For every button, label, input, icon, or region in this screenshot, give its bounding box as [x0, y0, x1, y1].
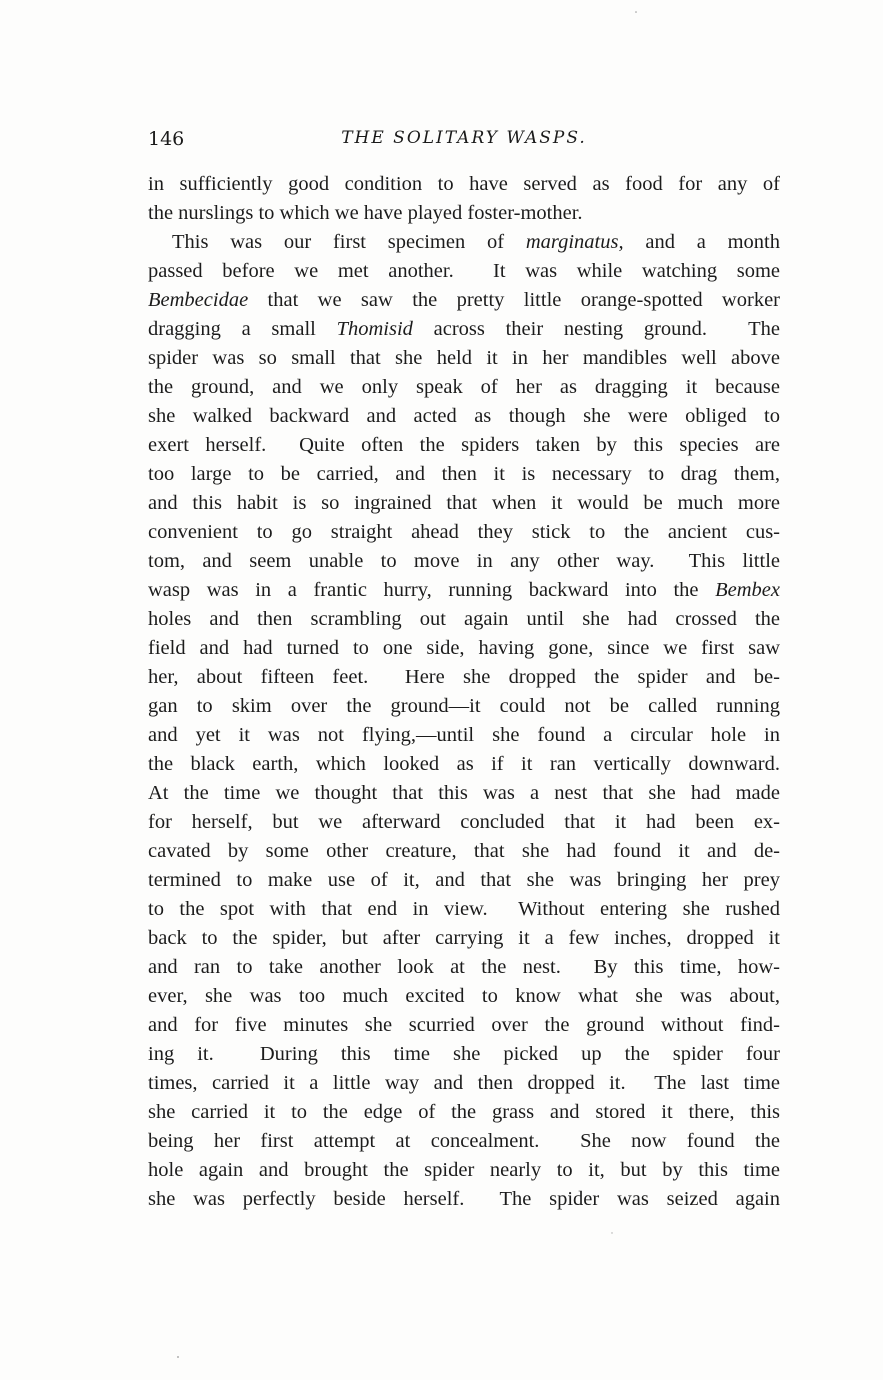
text-line	[148, 837, 780, 866]
text-line	[148, 1040, 780, 1069]
text-line	[148, 605, 780, 634]
text-segment: holes and then scrambling out again until she had crossed the	[148, 608, 780, 630]
text-line	[148, 547, 780, 576]
text-line	[148, 489, 780, 518]
text-segment: back to the spider, but after carrying it a few inches, dropped it	[148, 927, 780, 949]
text-line	[148, 286, 780, 315]
text-line	[148, 1011, 780, 1040]
page-header	[148, 128, 780, 154]
text-segment: hole again and brought the spider nearly to it, but by this time	[148, 1159, 780, 1181]
text-segment: At the time we thought that this was a nest that she had made	[148, 782, 780, 804]
italic-text: Thomisid	[336, 318, 413, 340]
text-line	[148, 924, 780, 953]
text-segment: gan to skim over the ground—it could not be called running	[148, 695, 780, 717]
text-segment: termined to make use of it, and that she was bringing her prey	[148, 869, 780, 891]
text-line	[148, 866, 780, 895]
text-segment: and for five minutes she scurried over the ground without find-	[148, 1014, 780, 1036]
text-line	[148, 1156, 780, 1185]
text-segment: she carried it to the edge of the grass and stored it there, this	[148, 1101, 780, 1123]
text-segment: across their nesting ground. The	[412, 318, 780, 340]
running-title: THE SOLITARY WASPS.	[341, 128, 587, 148]
text-segment: ever, she was too much excited to know what she was about,	[148, 985, 780, 1007]
text-segment: the nurslings to which we have played foster-mother.	[148, 202, 583, 224]
text-line	[148, 1098, 780, 1127]
text-segment: times, carried it a little way and then dropped it. The last time	[148, 1072, 780, 1094]
text-line	[148, 315, 780, 344]
text-segment: wasp was in a frantic hurry, running backward into the	[148, 579, 716, 601]
text-line	[148, 721, 780, 750]
text-line	[148, 402, 780, 431]
text-segment: and ran to take another look at the nest. By this time, how-	[148, 956, 780, 978]
body-text	[148, 170, 780, 1214]
text-line	[148, 344, 780, 373]
text-segment: being her first attempt at concealment. She now found the	[148, 1130, 780, 1152]
text-segment: cavated by some other creature, that she had found it and de-	[148, 840, 780, 862]
text-segment: the ground, and we only speak of her as dragging it because	[148, 376, 780, 398]
text-line	[148, 431, 780, 460]
text-segment: tom, and seem unable to move in any other way. This little	[148, 550, 780, 572]
text-line	[148, 895, 780, 924]
italic-text: marginatus,	[525, 231, 624, 253]
text-line	[148, 808, 780, 837]
text-segment: dragging a small	[148, 318, 337, 340]
text-segment: in sufficiently good condition to have served as food for any of	[148, 173, 780, 195]
text-segment: exert herself. Quite often the spiders taken by this species are	[148, 434, 780, 456]
text-line	[148, 953, 780, 982]
text-line	[148, 1069, 780, 1098]
italic-text: Bembecidae	[148, 289, 249, 311]
text-segment: she walked backward and acted as though she were obliged to	[148, 405, 780, 427]
text-line	[148, 199, 780, 228]
text-segment: too large to be carried, and then it is necessary to drag them,	[148, 463, 780, 485]
text-line	[148, 518, 780, 547]
text-segment: she was perfectly beside herself. The spider was seized again	[148, 1188, 780, 1210]
text-line	[148, 373, 780, 402]
text-line	[148, 228, 780, 257]
text-segment: This was our first specimen of	[172, 231, 526, 253]
text-segment: her, about fifteen feet. Here she dropped the spider and be-	[148, 666, 780, 688]
text-segment: for herself, but we afterward concluded that it had been ex-	[148, 811, 780, 833]
text-segment: that we saw the pretty little orange-spotted worker	[248, 289, 780, 311]
text-segment: and a month	[623, 231, 780, 253]
text-segment: and this habit is so ingrained that when it would be much more	[148, 492, 780, 514]
text-line	[148, 170, 780, 199]
italic-text: Bembex	[715, 579, 780, 601]
text-segment: to the spot with that end in view. Without entering she rushed	[148, 898, 780, 920]
text-line	[148, 779, 780, 808]
text-line	[148, 982, 780, 1011]
text-line	[148, 663, 780, 692]
text-segment: spider was so small that she held it in her mandibles well above	[148, 347, 780, 369]
text-segment: ing it. During this time she picked up the spider four	[148, 1043, 780, 1065]
text-line	[148, 1185, 780, 1214]
text-segment: the black earth, which looked as if it ran vertically downward.	[148, 753, 780, 775]
text-segment: passed before we met another. It was while watching some	[148, 260, 780, 282]
speck	[177, 1356, 179, 1358]
text-segment: convenient to go straight ahead they stick to the ancient cus-	[148, 521, 780, 543]
speck	[635, 11, 637, 13]
text-line	[148, 460, 780, 489]
text-line	[148, 1127, 780, 1156]
text-segment: and yet it was not flying,—until she found a circular hole in	[148, 724, 780, 746]
text-line	[148, 576, 780, 605]
text-segment: field and had turned to one side, having gone, since we first saw	[148, 637, 780, 659]
text-line	[148, 634, 780, 663]
page-number: 146	[148, 128, 185, 150]
speck	[611, 1232, 612, 1233]
text-line	[148, 750, 780, 779]
text-line	[148, 692, 780, 721]
text-line	[148, 257, 780, 286]
